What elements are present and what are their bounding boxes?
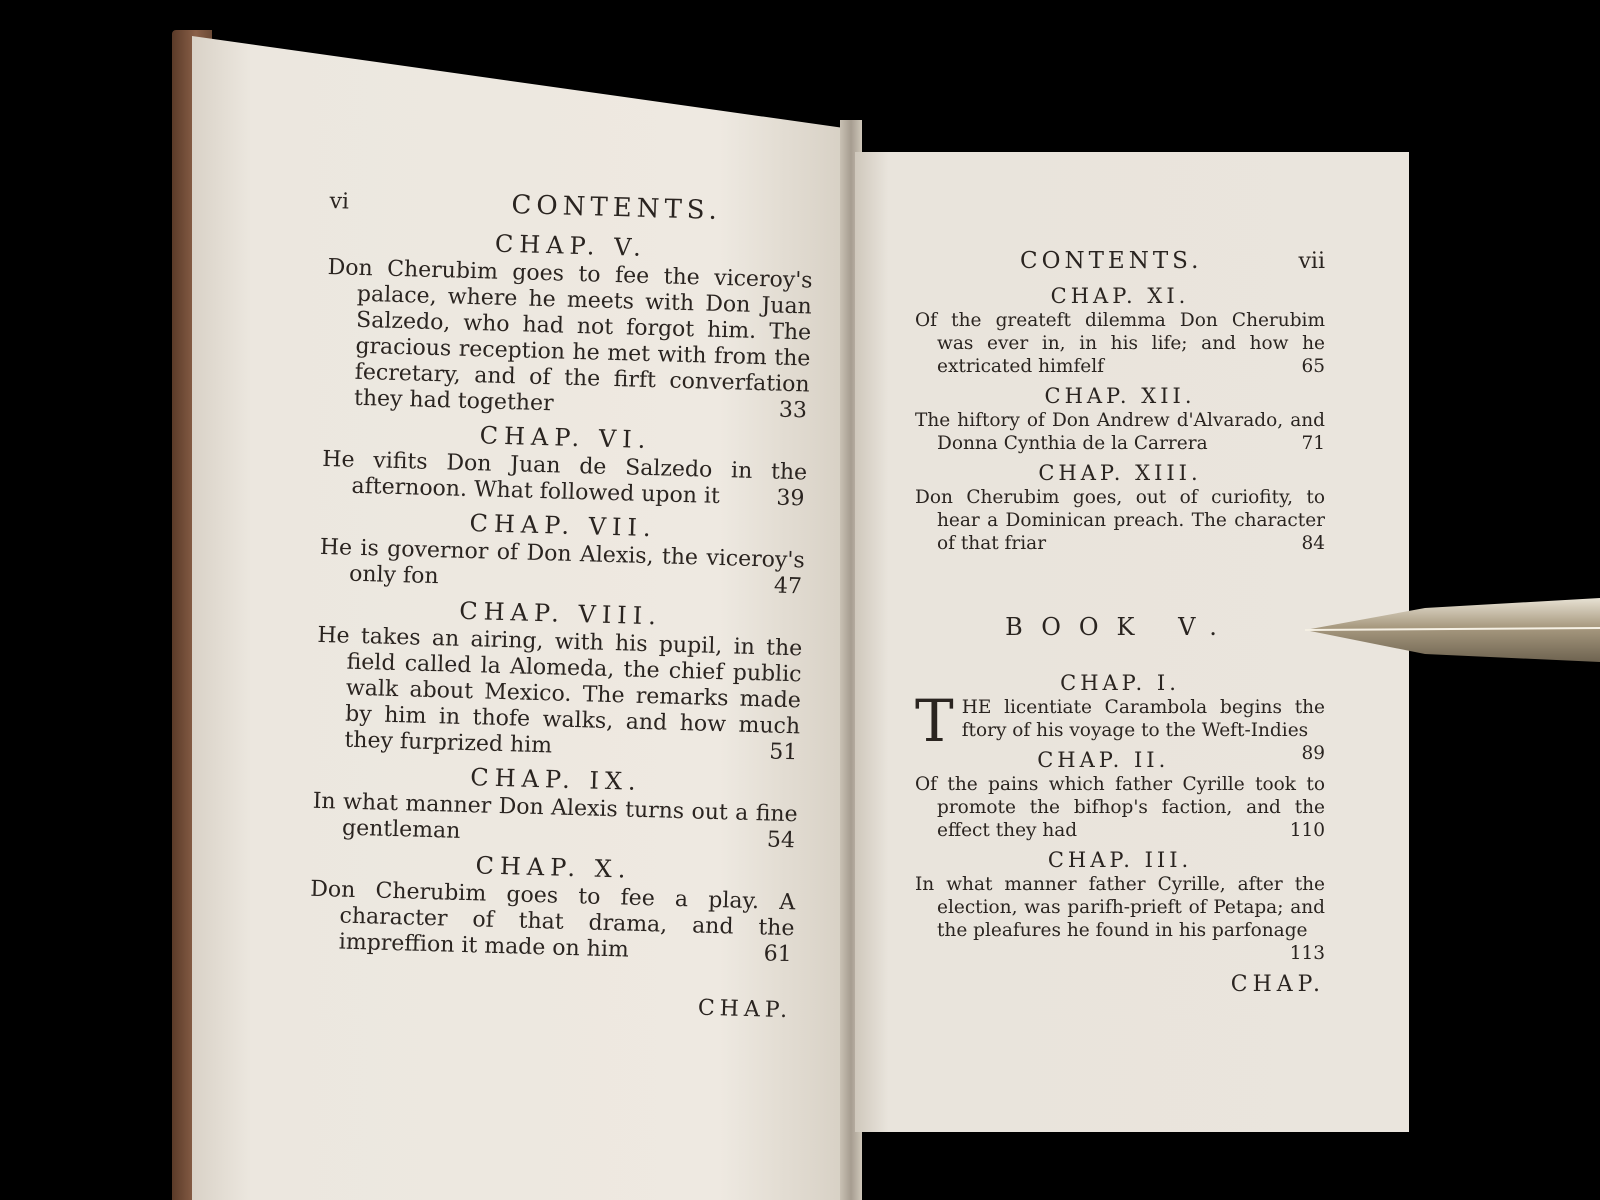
page-number: vi <box>329 188 350 215</box>
chapter-summary <box>915 773 1325 842</box>
chapter-heading: CHAP. VII. <box>469 509 657 543</box>
chapter-summary-text: He takes an airing, with his pupil, in the field called la Alomeda, the chief public walk about Mexico. The remarks made by him in thofe walks, and how much they furprized him <box>317 622 803 759</box>
chapter-page-number: 65 <box>1301 356 1325 377</box>
chapter-heading: CHAP. II. <box>1037 748 1170 772</box>
chapter-page-number: 89 <box>1301 743 1325 764</box>
chapter-summary-text: In what manner Don Alexis turns out a fine gentleman <box>312 788 798 844</box>
chapter-summary <box>314 623 802 766</box>
chapter-summary-text: In what manner father Cyrille, after the election, was parifh-prieft of Petapa; and the pleafures he found in his parfonage <box>915 874 1325 941</box>
chapter-heading: CHAP. V. <box>494 229 648 262</box>
left-page-content <box>307 185 815 1023</box>
chapter-heading: CHAP. VIII. <box>458 596 663 631</box>
chapter-page-number: 61 <box>763 941 793 968</box>
chapter-heading: CHAP. VI. <box>479 421 652 455</box>
chapter-summary-text: Don Cherubim goes, out of curiofity, to hear a Dominican preach. The character of that friar <box>915 487 1325 554</box>
chapter-summary <box>312 789 798 855</box>
chapter-summary <box>915 309 1325 378</box>
chapter-page-number: 54 <box>766 827 796 854</box>
chapter-summary <box>319 535 805 601</box>
chapter-heading: CHAP. XIII. <box>1038 461 1202 485</box>
chapter-summary-text: HE licentiate Carambola begins the ftory of his voyage to the Weft-Indies <box>961 697 1325 741</box>
chapter-heading: CHAP. IX. <box>469 763 643 796</box>
right-page-content <box>915 248 1325 997</box>
chapter-heading: CHAP. I. <box>1060 671 1180 695</box>
chapter-summary <box>324 255 813 424</box>
page-number: vii <box>1298 249 1325 274</box>
catchword: CHAP. <box>697 995 793 1024</box>
chapter-page-number: 39 <box>776 485 805 512</box>
chapter-summary-text: Of the greateft dilemma Don Cherubim was ever in, in his life; and how he extricated himfelf <box>915 310 1325 377</box>
chapter-summary <box>321 447 807 513</box>
right-header <box>915 248 1325 274</box>
running-head: CONTENTS. <box>1020 248 1203 274</box>
running-head: CONTENTS. <box>511 190 723 226</box>
chapter-heading: CHAP. X. <box>475 851 632 884</box>
chapter-heading: CHAP. III. <box>1047 848 1193 872</box>
chapter-heading: CHAP. XII. <box>1044 384 1196 408</box>
catchword: CHAP. <box>1230 972 1325 997</box>
chapter-page-number: 47 <box>773 573 803 600</box>
chapter-summary-text: Don Cherubim goes to fee a play. A character of that drama, and the impreffion it made on him <box>309 876 796 963</box>
chapter-summary-text: The hiftory of Don Andrew d'Alvarado, and Donna Cynthia de la Carrera <box>915 410 1325 454</box>
chapter-page-number: 71 <box>1301 433 1325 454</box>
chapter-page-number: 110 <box>1289 820 1325 841</box>
chapter-summary <box>915 873 1325 964</box>
chapter-summary-text: Of the pains which father Cyrille took to promote the bifhop's faction, and the effect they had <box>915 774 1325 841</box>
chapter-heading: CHAP. XI. <box>1050 284 1190 308</box>
chapter-page-number: 33 <box>778 397 808 424</box>
chapter-summary <box>309 877 796 969</box>
chapter-page-number: 51 <box>768 739 798 766</box>
chapter-summary <box>915 409 1325 455</box>
drop-capital: T <box>915 687 954 755</box>
chapter-summary-text: He is governor of Don Alexis, the viceroy's only fon <box>319 534 806 590</box>
chapter-page-number: 84 <box>1301 533 1325 554</box>
pointer-blade <box>1305 598 1600 662</box>
chapter-summary-text: Don Cherubim goes to fee the viceroy's palace, where he meets with Don Juan Salzedo, who had not forgot him. The gracious reception he met with from the fecretary, and of the firft converfation they had together <box>327 254 813 417</box>
chapter-summary-text: He vifits Don Juan de Salzedo in the afternoon. What followed upon it <box>321 446 808 510</box>
chapter-page-number: 113 <box>1289 943 1325 964</box>
chapter-summary <box>915 486 1325 555</box>
book-heading: BOOK V. <box>1005 613 1235 641</box>
